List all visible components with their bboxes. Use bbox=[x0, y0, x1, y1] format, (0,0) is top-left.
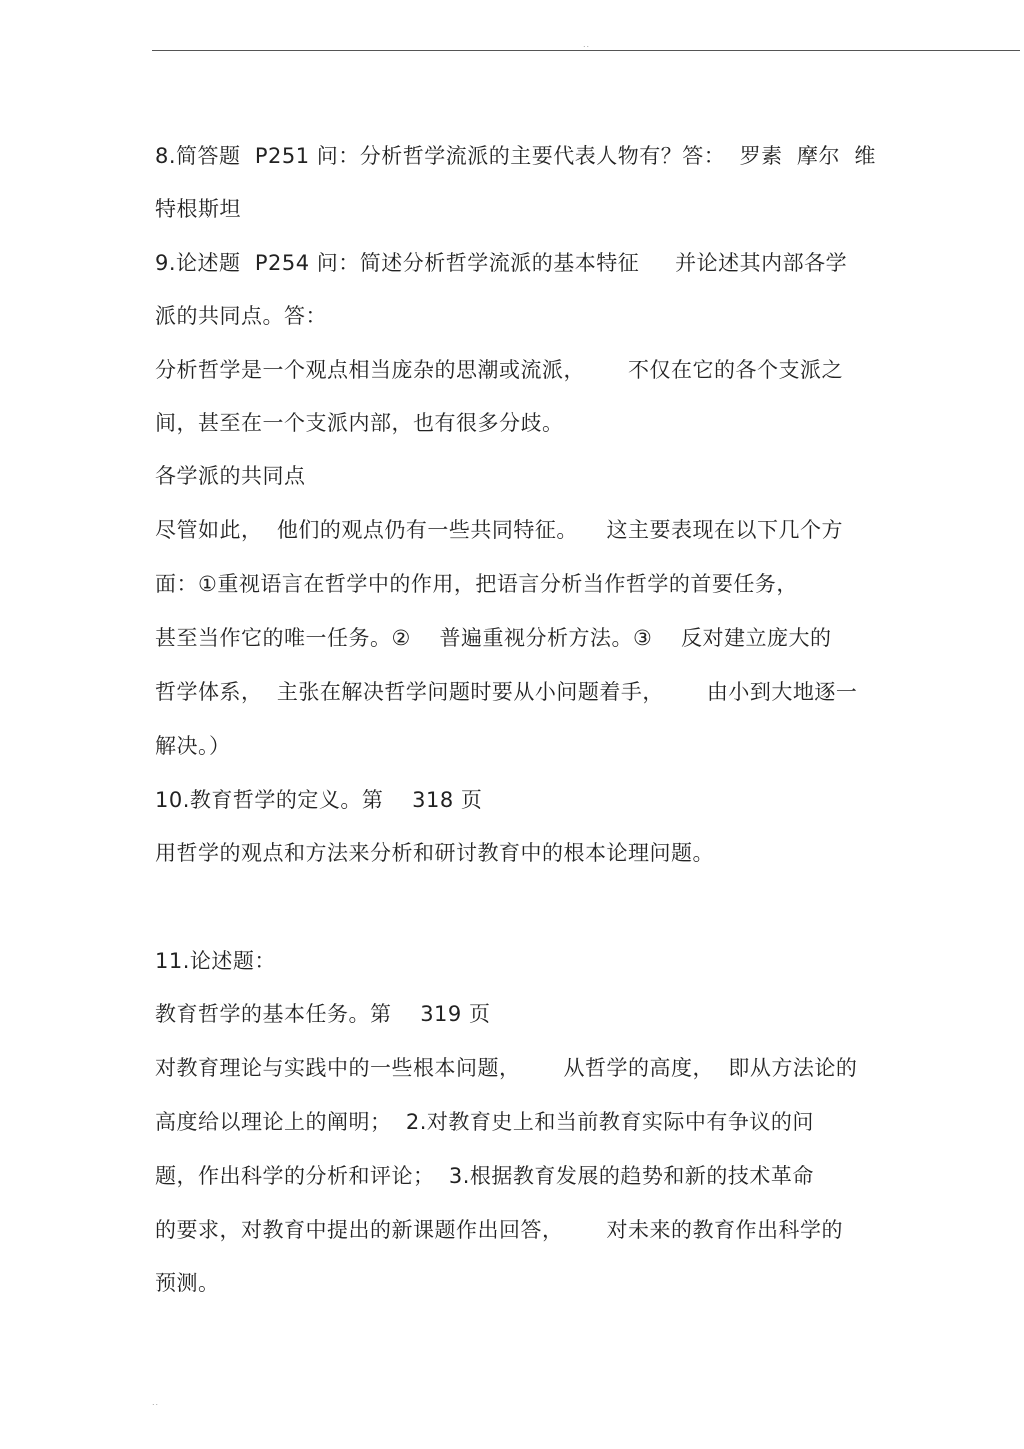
header-mark: .. bbox=[583, 40, 591, 49]
text-line: 8.简答题 P251 问：分析哲学流派的主要代表人物有？答： 罗素 摩尔 维 bbox=[155, 144, 876, 168]
text-line: 的要求，对教育中提出的新课题作出回答， 对未来的教育作出科学的 bbox=[155, 1218, 844, 1242]
text-line: 11.论述题： bbox=[155, 949, 276, 973]
text-line: 预测。 bbox=[155, 1271, 220, 1295]
text-line: 分析哲学是一个观点相当庞杂的思潮或流派， 不仅在它的各个支派之 bbox=[155, 358, 844, 382]
footer-mark: .. bbox=[152, 1398, 160, 1407]
text-line: 9.论述题 P254 问：简述分析哲学流派的基本特征 并论述其内部各学 bbox=[155, 251, 848, 275]
text-line: 甚至当作它的唯一任务。② 普遍重视分析方法。③ 反对建立庞大的 bbox=[155, 626, 832, 650]
text-line: 间，甚至在一个支派内部，也有很多分歧。 bbox=[155, 411, 564, 435]
text-line: 教育哲学的基本任务。第 319 页 bbox=[155, 1002, 491, 1026]
text-line: 尽管如此， 他们的观点仍有一些共同特征。 这主要表现在以下几个方 bbox=[155, 518, 844, 542]
header-rule bbox=[152, 50, 1020, 51]
text-line: 解决。） bbox=[155, 734, 231, 758]
text-line: 各学派的共同点 bbox=[155, 464, 306, 488]
text-line: 对教育理论与实践中的一些根本问题， 从哲学的高度， 即从方法论的 bbox=[155, 1056, 858, 1080]
text-line: 用哲学的观点和方法来分析和研讨教育中的根本论理问题。 bbox=[155, 841, 714, 865]
text-line: 面：①重视语言在哲学中的作用，把语言分析当作哲学的首要任务， bbox=[155, 572, 798, 596]
text-line: 哲学体系， 主张在解决哲学问题时要从小问题着手， 由小到大地逐一 bbox=[155, 680, 858, 704]
text-line: 派的共同点。答： bbox=[155, 304, 327, 328]
text-line: 10.教育哲学的定义。第 318 页 bbox=[155, 788, 483, 812]
text-line: 特根斯坦 bbox=[155, 197, 241, 221]
text-line: 题，作出科学的分析和评论； 3.根据教育发展的趋势和新的技术革命 bbox=[155, 1164, 814, 1188]
text-line: 高度给以理论上的阐明； 2.对教育史上和当前教育实际中有争议的问 bbox=[155, 1110, 814, 1134]
